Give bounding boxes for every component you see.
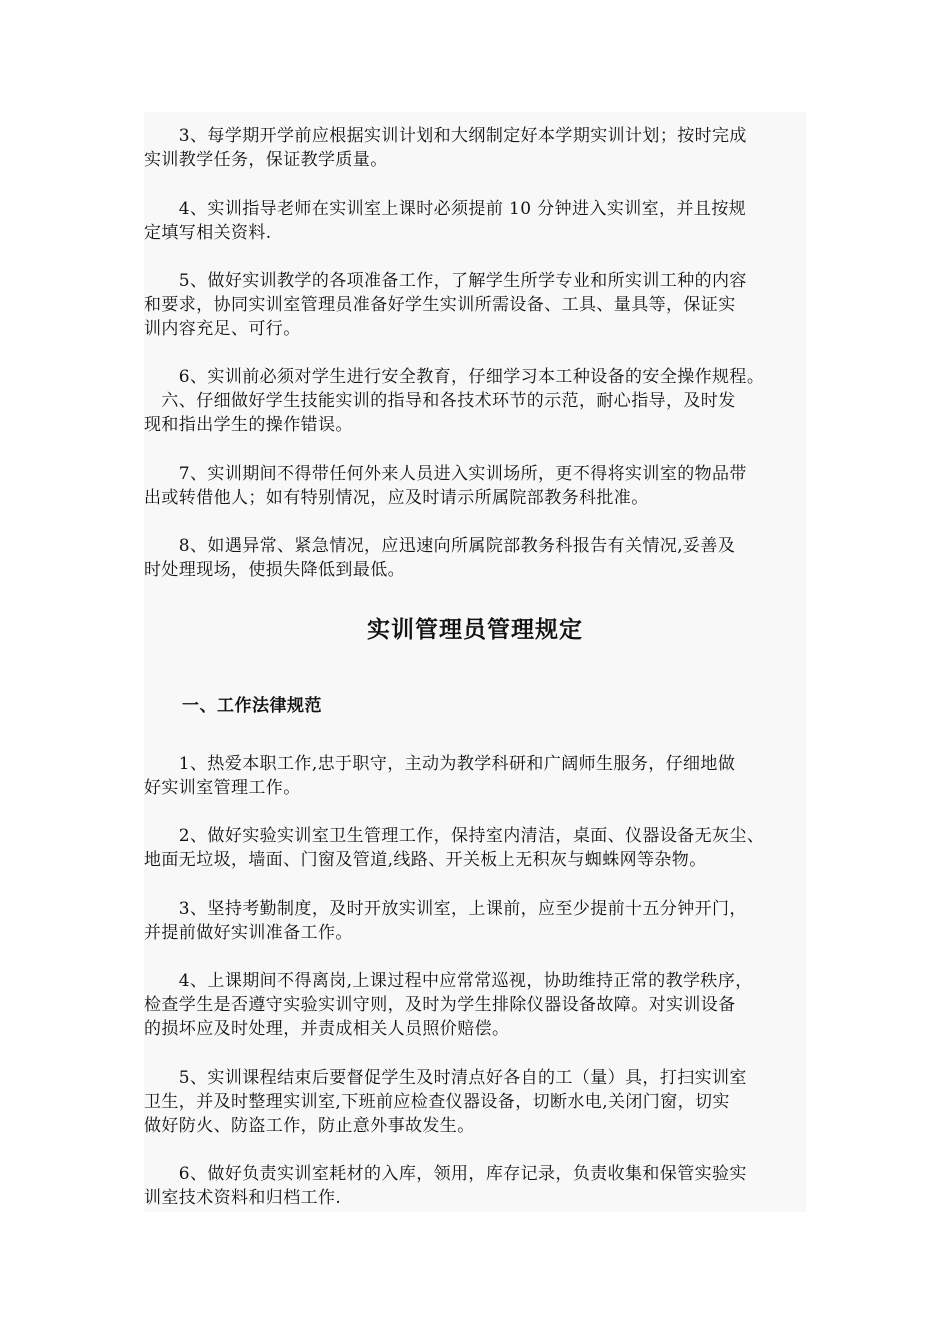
paragraph-item-4 bbox=[144, 197, 746, 245]
paragraph-item-3 bbox=[144, 124, 747, 172]
paragraph-line: 4、实训指导老师在实训室上课时必须提前 10 分钟进入实训室，并且按规 bbox=[144, 199, 747, 219]
paragraph-item-7 bbox=[144, 462, 747, 510]
paragraph-line: 并提前做好实训准备工作。 bbox=[144, 923, 353, 943]
paragraph-line: 训室技术资料和归档工作. bbox=[144, 1188, 342, 1208]
paragraph-item-6 bbox=[144, 365, 764, 437]
paragraph-line: 2、做好实验实训室卫生管理工作，保持室内清洁，桌面、仪器设备无灰尘、 bbox=[144, 826, 765, 846]
paragraph-line: 实训教学任务，保证教学质量。 bbox=[144, 150, 388, 170]
paragraph-line: 1、热爱本职工作,忠于职守，主动为教学科研和广阔师生服务，仔细地做 bbox=[144, 754, 736, 774]
paragraph-line: 3、坚持考勤制度，及时开放实训室，上课前，应至少提前十五分钟开门， bbox=[144, 899, 747, 919]
rule-item-6 bbox=[144, 1162, 747, 1210]
paragraph-line: 地面无垃圾，墙面、门窗及管道,线路、开关板上无积灰与蜘蛛网等杂物。 bbox=[144, 850, 707, 870]
paragraph-line: 做好防火、防盗工作，防止意外事故发生。 bbox=[144, 1116, 475, 1136]
paragraph-line: 和要求，协同实训室管理员准备好学生实训所需设备、工具、量具等，保证实 bbox=[144, 295, 736, 315]
subsection-title: 一、工作法律规范 bbox=[182, 696, 322, 716]
paragraph-line: 的损坏应及时处理，并责成相关人员照价赔偿。 bbox=[144, 1019, 510, 1039]
rule-item-4 bbox=[144, 969, 753, 1041]
paragraph-line: 6、做好负责实训室耗材的入库，领用，库存记录，负责收集和保管实验实 bbox=[144, 1164, 747, 1184]
rule-item-3 bbox=[144, 897, 747, 945]
paragraph-line: 4、上课期间不得离岗,上课过程中应常常巡视，协助维持正常的教学秩序， bbox=[144, 971, 753, 991]
paragraph-line: 定填写相关资料. bbox=[144, 223, 272, 243]
rule-item-1 bbox=[144, 752, 735, 800]
paragraph-line: 3、每学期开学前应根据实训计划和大纲制定好本学期实训计划；按时完成 bbox=[144, 126, 747, 146]
paragraph-line: 六、仔细做好学生技能实训的指导和各技术环节的示范，耐心指导，及时发 bbox=[144, 391, 736, 411]
document-body bbox=[144, 112, 806, 1212]
rule-item-5 bbox=[144, 1066, 747, 1138]
paragraph-line: 训内容充足、可行。 bbox=[144, 319, 301, 339]
section-title: 实训管理员管理规定 bbox=[367, 617, 583, 643]
paragraph-line: 6、实训前必须对学生进行安全教育，仔细学习本工种设备的安全操作规程。 bbox=[144, 367, 765, 387]
paragraph-item-5 bbox=[144, 269, 747, 341]
paragraph-line: 5、实训课程结束后要督促学生及时清点好各自的工（量）具，打扫实训室 bbox=[144, 1068, 747, 1088]
paragraph-line: 8、如遇异常、紧急情况，应迅速向所属院部教务科报告有关情况,妥善及 bbox=[144, 536, 736, 556]
paragraph-line: 7、实训期间不得带任何外来人员进入实训场所，更不得将实训室的物品带 bbox=[144, 464, 747, 484]
paragraph-line: 卫生，并及时整理实训室,下班前应检查仪器设备，切断水电,关闭门窗，切实 bbox=[144, 1092, 730, 1112]
paragraph-line: 出或转借他人；如有特别情况，应及时请示所属院部教务科批准。 bbox=[144, 488, 649, 508]
paragraph-line: 检查学生是否遵守实验实训守则，及时为学生排除仪器设备故障。对实训设备 bbox=[144, 995, 736, 1015]
paragraph-item-8 bbox=[144, 534, 735, 582]
paragraph-line: 好实训室管理工作。 bbox=[144, 778, 301, 798]
paragraph-line: 5、做好实训教学的各项准备工作，了解学生所学专业和所实训工种的内容 bbox=[144, 271, 747, 291]
rule-item-2 bbox=[144, 824, 764, 872]
paragraph-line: 时处理现场，使损失降低到最低。 bbox=[144, 560, 405, 580]
paragraph-line: 现和指出学生的操作错误。 bbox=[144, 415, 353, 435]
